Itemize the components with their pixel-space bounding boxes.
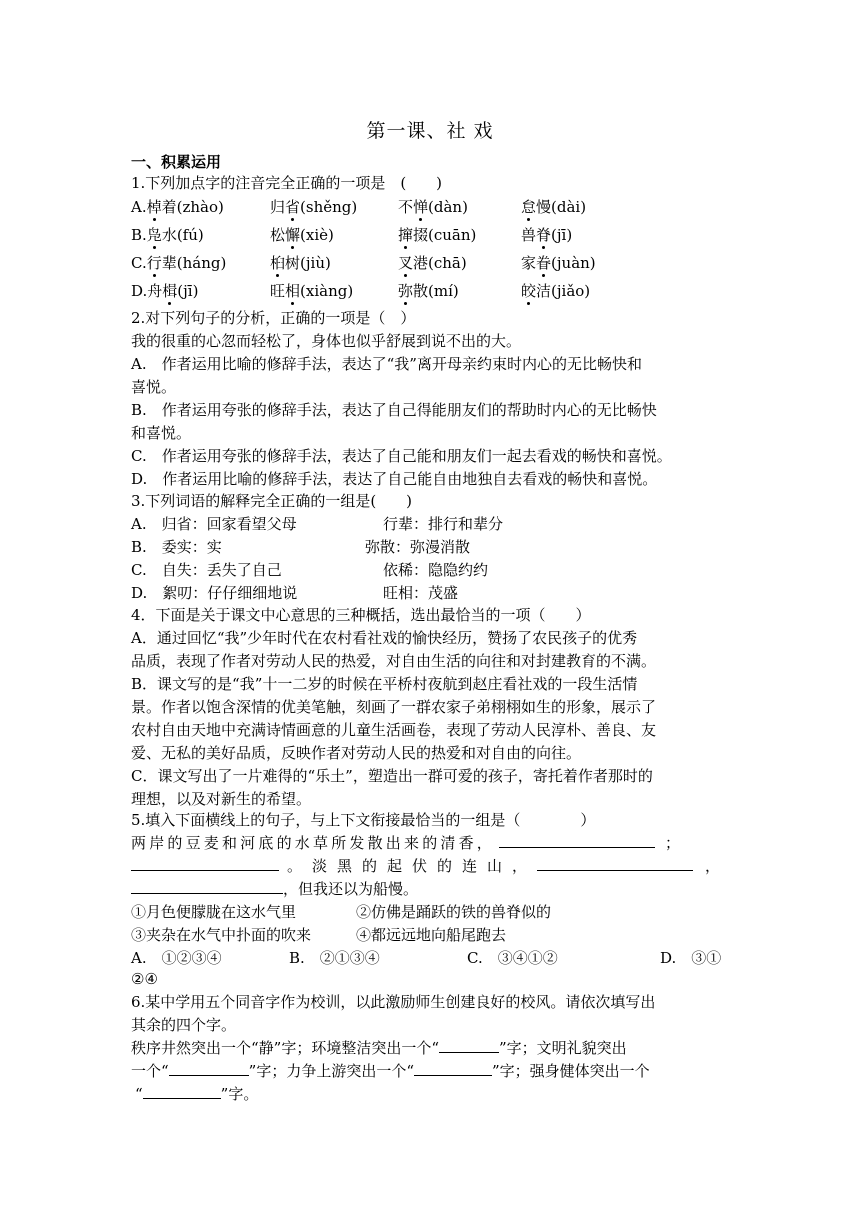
option-text: B.	[131, 226, 147, 244]
question-3-option-d-left: D. 絮叨：仔仔细细地说	[131, 584, 298, 602]
option-text: 慢(dài)	[536, 198, 587, 216]
question-text: ”字；强身健体突出一个	[492, 1062, 650, 1080]
dotted-character: 惮	[413, 198, 429, 216]
question-5-sentence-3: ③夹杂在水气中扑面的吹来	[131, 926, 312, 944]
dotted-character: 撺	[398, 226, 414, 244]
question-4-line: 理想，以及对新生的希望。	[131, 790, 312, 808]
section-heading: 一、积累运用	[131, 153, 222, 171]
option-text: C.	[131, 254, 147, 272]
passage-text: ，	[705, 857, 721, 875]
option-text: (jī)	[551, 226, 573, 244]
question-6-line	[131, 1060, 731, 1082]
dotted-character: 眷	[536, 254, 552, 272]
question-2-option-a-cont: 喜悦。	[131, 378, 177, 396]
option-text: (shěng)	[300, 198, 358, 216]
question-3-option-c-right: 依稀：隐隐约约	[383, 561, 489, 579]
option-text: 洁(jiǎo)	[536, 282, 591, 300]
question-2-option-a: A. 作者运用比喻的修辞手法，表达了“我”离开母亲约束时内心的无比畅快和	[131, 355, 642, 373]
dotted-character: 楫	[162, 282, 178, 300]
question-6-stem-cont: 其余的四个字。	[131, 1016, 237, 1034]
question-1-stem: 1.下列加点字的注音完全正确的一项是 ( )	[131, 174, 443, 192]
question-3-option-b-right: 弥散：弥漫消散	[365, 538, 471, 556]
option-text: 着(zhào)	[161, 198, 224, 216]
question-3-option-a-right: 行辈：排行和辈分	[383, 515, 504, 533]
option-text: (xiè)	[300, 226, 334, 244]
question-text: 秩序井然突出一个“静”字；环境整洁突出一个“	[131, 1039, 440, 1057]
dotted-character: 弥	[398, 282, 414, 300]
question-4-line: 爱、无私的美好品质，反映作者对劳动人民的热爱和对自由的向往。	[131, 744, 582, 762]
question-1-option-item	[521, 252, 596, 273]
page-title: 第一课、社 戏	[366, 120, 494, 142]
option-text: 松	[270, 226, 286, 244]
dotted-character: 棹	[146, 198, 162, 216]
question-1-option-item	[270, 196, 357, 217]
question-5-option-d-cont: ②④	[131, 970, 158, 988]
option-text: D.舟	[131, 282, 163, 300]
question-1-option-item	[270, 280, 353, 301]
question-5-sentence-2: ②仿佛是踊跃的铁的兽脊似的	[356, 903, 552, 921]
question-3-option-d-right: 旺相：茂盛	[383, 584, 459, 602]
question-2-option-b: B. 作者运用夸张的修辞手法，表达了自己得能朋友们的帮助时内心的无比畅快	[131, 401, 657, 419]
question-5-stem: 5.填入下面横线上的句子，与上下文衔接最恰当的一组是（ ）	[131, 811, 596, 829]
question-2-sentence: 我的很重的心忽而轻松了，身体也似乎舒展到说不出的大。	[131, 332, 522, 350]
dotted-character: 皎	[521, 282, 537, 300]
question-2-option-d: D. 作者运用比喻的修辞手法，表达了自己能自由地独自去看戏的畅快和喜悦。	[131, 470, 658, 488]
answer-blank[interactable]	[537, 856, 693, 871]
question-1-option-item	[131, 280, 198, 301]
question-1-option-item	[398, 252, 467, 273]
dotted-character: 脊	[536, 226, 552, 244]
option-text: (jī)	[177, 282, 199, 300]
question-1-option-item	[131, 224, 204, 245]
question-6-stem: 6.某中学用五个同音字作为校训，以此激励师生创建良好的校风。请依次填写出	[131, 993, 656, 1011]
question-4-line: 品质，表现了作者对劳动人民的热爱，对自由生活的向往和对封建教育的不满。	[131, 652, 657, 670]
option-text: (xiàng)	[300, 282, 354, 300]
dotted-character: 省	[285, 198, 301, 216]
dotted-character: 凫	[146, 226, 162, 244]
option-text: 辈(háng)	[161, 254, 227, 272]
question-5-option-d: D. ③①	[660, 949, 722, 967]
answer-blank[interactable]	[414, 1061, 492, 1076]
question-text: ”字；力争上游突出一个“	[248, 1062, 415, 1080]
option-text: 家	[521, 254, 537, 272]
question-1-option-item	[131, 196, 224, 217]
question-2-option-c: C. 作者运用夸张的修辞手法，表达了自己能和朋友们一起去看戏的畅快和喜悦。	[131, 447, 672, 465]
question-4-line: 农村自由天地中充满诗情画意的儿童生活画卷，表现了劳动人民淳朴、善良、友	[131, 721, 657, 739]
question-4-line: A．通过回忆“我”少年时代在农村看社戏的愉快经历，赞扬了农民孩子的优秀	[131, 629, 638, 647]
answer-blank[interactable]	[499, 833, 655, 848]
question-4-stem: 4．下面是关于课文中心意思的三种概括，选出最恰当的一项（ ）	[131, 606, 591, 624]
question-1-option-item	[521, 196, 586, 217]
option-text: 旺	[270, 282, 286, 300]
question-4-line: B．课文写的是“我”十一二岁的时候在平桥村夜航到赵庄看社戏的一段生活情	[131, 675, 638, 693]
option-text: A.	[131, 198, 147, 216]
question-5-passage-line	[131, 878, 731, 900]
question-1-option-item	[270, 224, 334, 245]
passage-text: ；	[665, 834, 681, 852]
question-5-option-b: B. ②①③④	[289, 949, 380, 967]
option-text: 兽	[521, 226, 537, 244]
option-text: (dàn)	[428, 198, 468, 216]
option-text: 掇(cuān)	[413, 226, 477, 244]
answer-blank[interactable]	[131, 879, 283, 894]
dotted-character: 叉	[398, 254, 414, 272]
question-text: “	[135, 1085, 143, 1103]
question-2-option-b-cont: 和喜悦。	[131, 424, 192, 442]
question-1-option-item	[398, 196, 468, 217]
question-5-option-a: A. ①②③④	[131, 949, 222, 967]
question-1-option-item	[131, 252, 226, 273]
dotted-character: 行	[146, 254, 162, 272]
question-5-option-c: C. ③④①②	[467, 949, 558, 967]
question-text: ”字。	[220, 1085, 259, 1103]
passage-text: 两岸的豆麦和河底的水草所发散出来的清香，	[131, 834, 496, 852]
question-1-option-item	[521, 224, 572, 245]
question-4-line: C．课文写出了一片难得的“乐土”，塑造出一群可爱的孩子，寄托着作者那时的	[131, 767, 653, 785]
question-3-stem: 3.下列词语的解释完全正确的一组是( )	[131, 492, 413, 510]
option-text: 散(mí)	[413, 282, 459, 300]
question-3-option-b-left: B. 委实：实	[131, 538, 222, 556]
question-2-stem: 2.对下列句子的分析，正确的一项是（ ）	[131, 309, 416, 327]
question-1-option-item	[270, 252, 331, 273]
question-5-sentence-4: ④都远远地向船尾跑去	[356, 926, 507, 944]
answer-blank[interactable]	[143, 1084, 221, 1099]
option-text: 水(fú)	[161, 226, 204, 244]
dotted-character: 桕	[270, 254, 286, 272]
question-text: ”字；文明礼貌突出	[499, 1039, 627, 1057]
question-1-option-item	[398, 280, 459, 301]
question-5-passage-line	[131, 855, 731, 877]
question-3-option-a-left: A. 归省：回家看望父母	[131, 515, 297, 533]
question-4-line: 景。作者以饱含深情的优美笔触，刻画了一群农家子弟栩栩如生的形象，展示了	[131, 698, 657, 716]
answer-blank[interactable]	[439, 1038, 499, 1053]
question-5-passage-line	[131, 832, 731, 854]
answer-blank[interactable]	[131, 856, 279, 871]
dotted-character: 懈	[285, 226, 301, 244]
option-text: 归	[270, 198, 286, 216]
question-6-line	[131, 1083, 731, 1105]
dotted-character: 相	[285, 282, 301, 300]
option-text: 港(chā)	[413, 254, 467, 272]
question-6-line	[131, 1037, 731, 1059]
question-1-option-item	[398, 224, 476, 245]
option-text: 树(jiù)	[285, 254, 331, 272]
passage-text: ，但我还以为船慢。	[283, 880, 419, 898]
question-1-option-item	[521, 280, 590, 301]
option-text: 不	[398, 198, 414, 216]
dotted-character: 怠	[521, 198, 537, 216]
option-text: (juàn)	[551, 254, 596, 272]
question-3-option-c-left: C. 自失：丢失了自己	[131, 561, 282, 579]
question-text: 一个“	[131, 1062, 169, 1080]
answer-blank[interactable]	[169, 1061, 249, 1076]
passage-text: 。淡黑的起伏的连山，	[287, 857, 538, 875]
question-5-sentence-1: ①月色便朦胧在这水气里	[131, 903, 297, 921]
